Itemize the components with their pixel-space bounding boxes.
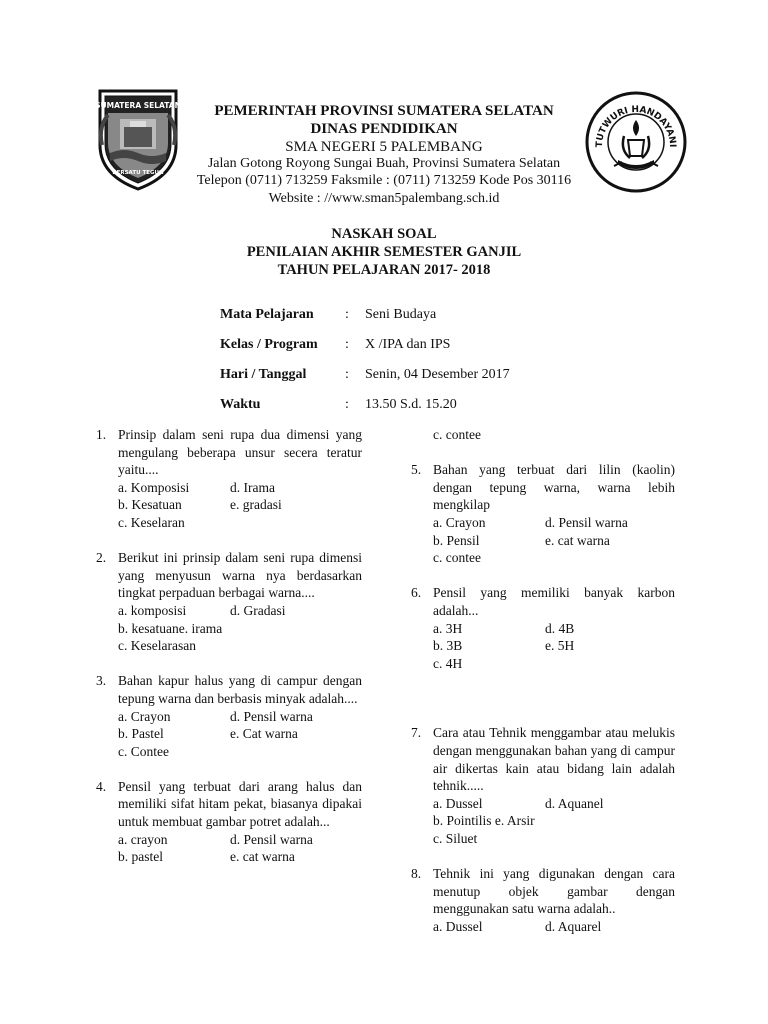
- option: a. Komposisi: [118, 479, 190, 495]
- info-value: Senin, 04 Desember 2017: [365, 367, 510, 382]
- doc-subtitle: PENILAIAN AKHIR SEMESTER GANJIL: [246, 244, 522, 260]
- option: a. Crayon: [118, 708, 171, 724]
- option: d. Aquanel: [545, 795, 604, 811]
- option: b. 3B: [433, 638, 463, 654]
- question-3: [96, 672, 362, 760]
- option: c. contee: [433, 427, 481, 442]
- question-4-continuation: [411, 426, 675, 444]
- question-number: 8.: [411, 866, 422, 882]
- header-address: Jalan Gotong Royong Sungai Buah, Provinsi Sumatera Selatan: [207, 156, 561, 171]
- option: b. Pointilis e. Arsir: [433, 813, 535, 829]
- question-8: [411, 865, 675, 935]
- option: e. cat warna: [545, 532, 610, 548]
- option: e. 5H: [545, 638, 575, 654]
- option: c. Keselaran: [118, 514, 185, 530]
- option: b. Pensil: [433, 532, 480, 548]
- option: c. contee: [433, 550, 481, 566]
- option: b. kesatuane. irama: [118, 620, 223, 636]
- question-number: 6.: [411, 585, 422, 601]
- questions-right-column: [411, 426, 675, 953]
- option: d. Pensil warna: [545, 514, 628, 530]
- option: c. Keselarasan: [118, 638, 196, 654]
- header-school: SMA NEGERI 5 PALEMBANG: [285, 139, 483, 155]
- option: d. Aquarel: [545, 918, 602, 934]
- option: d. Gradasi: [230, 602, 286, 618]
- option: e. gradasi: [230, 497, 282, 513]
- option: a. 3H: [433, 620, 463, 636]
- question-2: [96, 549, 362, 655]
- header-website: Website : //www.sman5palembang.sch.id: [268, 191, 500, 206]
- question-text: Cara atau Tehnik menggambar atau melukis dengan menggunakan bahan yang di campur air dikertas kain atau bidang lain adalah tehnik.....: [433, 725, 675, 794]
- info-label: Kelas / Program: [220, 337, 318, 352]
- info-label: Hari / Tanggal: [220, 367, 307, 382]
- info-colon: :: [345, 367, 349, 382]
- option: b. pastel: [118, 849, 163, 865]
- question-number: 1.: [96, 427, 107, 442]
- question-number: 2.: [96, 550, 107, 566]
- info-label: Mata Pelajaran: [220, 307, 314, 322]
- question-number: 4.: [96, 778, 107, 794]
- emblem-top-text: SUMATERA SELATAN: [95, 101, 181, 110]
- option: d. Pensil warna: [230, 831, 313, 847]
- option: b. Kesatuan: [118, 497, 182, 513]
- option: c. Siluet: [433, 830, 478, 846]
- option: a. Crayon: [433, 514, 486, 530]
- header-government: PEMERINTAH PROVINSI SUMATERA SELATAN: [214, 103, 554, 119]
- question-number: 3.: [96, 673, 107, 689]
- option: c. 4H: [433, 655, 463, 671]
- option: a. Dussel: [433, 918, 483, 934]
- question-text: Bahan yang terbuat dari lilin (kaolin) dengan tepung warna, warna lebih mengkilap: [433, 462, 675, 513]
- question-number: 7.: [411, 725, 422, 741]
- info-label: Waktu: [220, 397, 261, 412]
- option: a. komposisi: [118, 602, 187, 618]
- question-text: Berikut ini prinsip dalam seni rupa dimensi yang menyusun warna nya berdasarkan tingkat perpaduan berbagai warna....: [118, 550, 362, 601]
- option: c. Contee: [118, 743, 169, 759]
- info-colon: :: [345, 337, 349, 352]
- info-value: 13.50 S.d. 15.20: [365, 397, 457, 412]
- question-number: 5.: [411, 462, 422, 478]
- option: b. Pastel: [118, 726, 164, 742]
- question-text: Pensil yang terbuat dari arang halus dan memiliki sifat hitam pekat, biasanya dipakai untuk membuat gambar potret adalah...: [118, 778, 362, 830]
- option: d. 4B: [545, 620, 575, 636]
- option: d. Pensil warna: [230, 708, 313, 724]
- option: a. crayon: [118, 831, 168, 847]
- header-department: DINAS PENDIDIKAN: [310, 121, 458, 137]
- question-1: [96, 426, 362, 532]
- questions-left-column: [96, 426, 362, 883]
- option: e. cat warna: [230, 849, 295, 865]
- info-value: Seni Budaya: [365, 307, 437, 322]
- logo-motto-text: TUTWURI HANDAYANI: [594, 104, 678, 148]
- doc-year: TAHUN PELAJARAN 2017- 2018: [277, 262, 491, 278]
- question-text: Pensil yang memiliki banyak karbon adalah...: [433, 585, 675, 618]
- doc-title: NASKAH SOAL: [331, 226, 437, 242]
- info-value: X /IPA dan IPS: [365, 337, 451, 352]
- question-4: [96, 778, 362, 866]
- question-text: Bahan kapur halus yang di campur dengan tepung warna dan berbasis minyak adalah....: [118, 673, 362, 706]
- header-phone: Telepon (0711) 713259 Faksmile : (0711) 713259 Kode Pos 30116: [196, 173, 572, 188]
- option: e. Cat warna: [230, 726, 298, 742]
- question-7: [411, 724, 675, 847]
- option: d. Irama: [230, 479, 275, 495]
- question-text: Prinsip dalam seni rupa dua dimensi yang mengulang beberapa unsur secera teratur yaitu....: [118, 427, 362, 478]
- info-colon: :: [345, 307, 349, 322]
- emblem-bottom-text: BERSATU TEGUH: [112, 170, 164, 176]
- question-5: [411, 461, 675, 567]
- question-text: Tehnik ini yang digunakan dengan cara menutup objek gambar dengan menggunakan satu warna adalah..: [433, 866, 675, 917]
- option: a. Dussel: [433, 795, 483, 811]
- info-colon: :: [345, 397, 349, 412]
- question-6: [411, 584, 675, 672]
